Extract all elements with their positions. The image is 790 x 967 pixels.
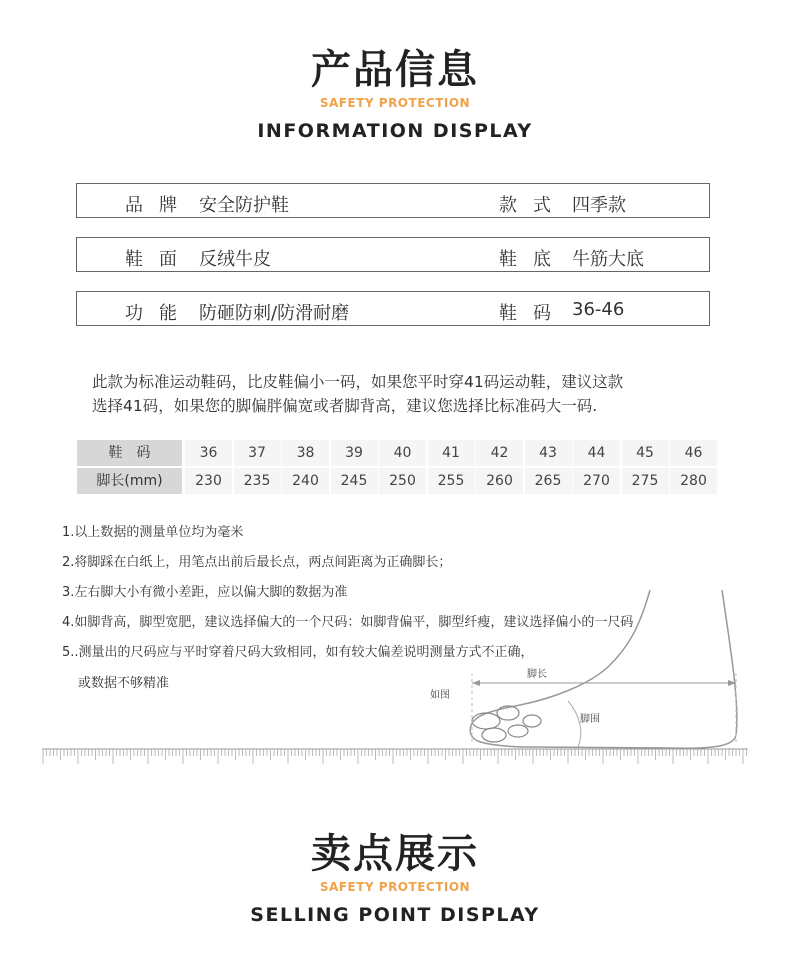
size-note [92, 370, 722, 418]
table-cell-size: 36 [185, 440, 232, 466]
table-cell-size: 44 [573, 440, 620, 466]
size-table [77, 440, 715, 495]
foot-illustration [460, 585, 760, 755]
toe-shape [508, 725, 528, 737]
foot-outline [470, 590, 737, 748]
tip-item: 4.如脚背高，脚型宽肥，建议选择偏大的一个尺码：如脚背偏平，脚型纤瘦，建议选择偏小的一尺码 [62, 615, 634, 630]
tip-item: 1.以上数据的测量单位均为毫米 [62, 525, 244, 540]
table-cell-length: 235 [234, 468, 281, 494]
info-label-right: 款式 [499, 195, 567, 216]
table-cell-length: 260 [476, 468, 523, 494]
info-label-left: 鞋面 [125, 249, 193, 270]
table-cell-length: 255 [428, 468, 475, 494]
section-subtitle: SAFETY PROTECTION [319, 880, 471, 894]
figure-length-label: 脚长 [527, 669, 547, 680]
table-cell-size: 40 [379, 440, 426, 466]
table-header-size: 鞋 码 [77, 440, 182, 466]
tip-item: 2.将脚踩在白纸上，用笔点出前后最长点，两点间距离为正确脚长； [62, 555, 452, 570]
info-value-left: 反绒牛皮 [199, 249, 271, 270]
table-cell-length: 275 [622, 468, 669, 494]
table-cell-size: 46 [670, 440, 717, 466]
length-row [77, 468, 715, 494]
size-note-line: 选择41码，如果您的脚偏胖偏宽或者脚背高，建议您选择比标准码大一码. [92, 397, 598, 415]
table-cell-length: 250 [379, 468, 426, 494]
table-cell-length: 230 [185, 468, 232, 494]
size-note-line: 此款为标准运动鞋码，比皮鞋偏小一码，如果您平时穿41码运动鞋，建议这款 [92, 373, 624, 391]
girth-curve [568, 701, 581, 747]
table-cell-length: 265 [525, 468, 572, 494]
info-value-right: 四季款 [572, 195, 626, 216]
info-value-left: 防砸防刺/防滑耐磨 [199, 303, 350, 324]
info-value-right: 牛筋大底 [572, 249, 644, 270]
table-cell-length: 240 [282, 468, 329, 494]
tip-item: 5..测量出的尺码应与平时穿着尺码大致相同，如有较大偏差说明测量方式不正确， [62, 645, 534, 660]
table-cell-size: 39 [331, 440, 378, 466]
info-row-upper [76, 237, 710, 272]
table-cell-size: 38 [282, 440, 329, 466]
table-cell-size: 37 [234, 440, 281, 466]
tip-item: 或数据不够精准 [78, 676, 170, 691]
table-cell-size: 42 [476, 440, 523, 466]
section-title-en: INFORMATION DISPLAY [257, 120, 533, 142]
info-label-left: 品牌 [125, 195, 193, 216]
table-cell-size: 43 [525, 440, 572, 466]
table-cell-length: 245 [331, 468, 378, 494]
section-title-cn: 卖点展示 [311, 831, 479, 877]
table-cell-length: 270 [573, 468, 620, 494]
section-title-en: SELLING POINT DISPLAY [250, 904, 540, 926]
section-subtitle: SAFETY PROTECTION [319, 96, 471, 110]
section-title-cn: 产品信息 [311, 47, 479, 93]
toe-shape [472, 713, 500, 729]
info-label-left: 功能 [125, 303, 193, 324]
info-row-brand [76, 183, 710, 218]
arrow-left-icon [472, 680, 480, 686]
toe-shape [482, 728, 506, 742]
figure-example-label: 如图 [430, 690, 450, 701]
info-row-function [76, 291, 710, 326]
ruler [42, 748, 748, 766]
table-header-length: 脚长(mm) [77, 468, 182, 494]
tip-item: 3.左右脚大小有微小差距，应以偏大脚的数据为准 [62, 585, 348, 600]
info-label-right: 鞋底 [499, 249, 567, 270]
table-cell-length: 280 [670, 468, 717, 494]
figure-girth-label: 脚围 [580, 714, 600, 725]
table-cell-size: 45 [622, 440, 669, 466]
info-value-right: 36-46 [572, 299, 625, 320]
toe-shape [523, 715, 541, 727]
table-cell-size: 41 [428, 440, 475, 466]
info-label-right: 鞋码 [499, 303, 567, 324]
info-value-left: 安全防护鞋 [199, 195, 289, 216]
size-row [77, 440, 715, 466]
